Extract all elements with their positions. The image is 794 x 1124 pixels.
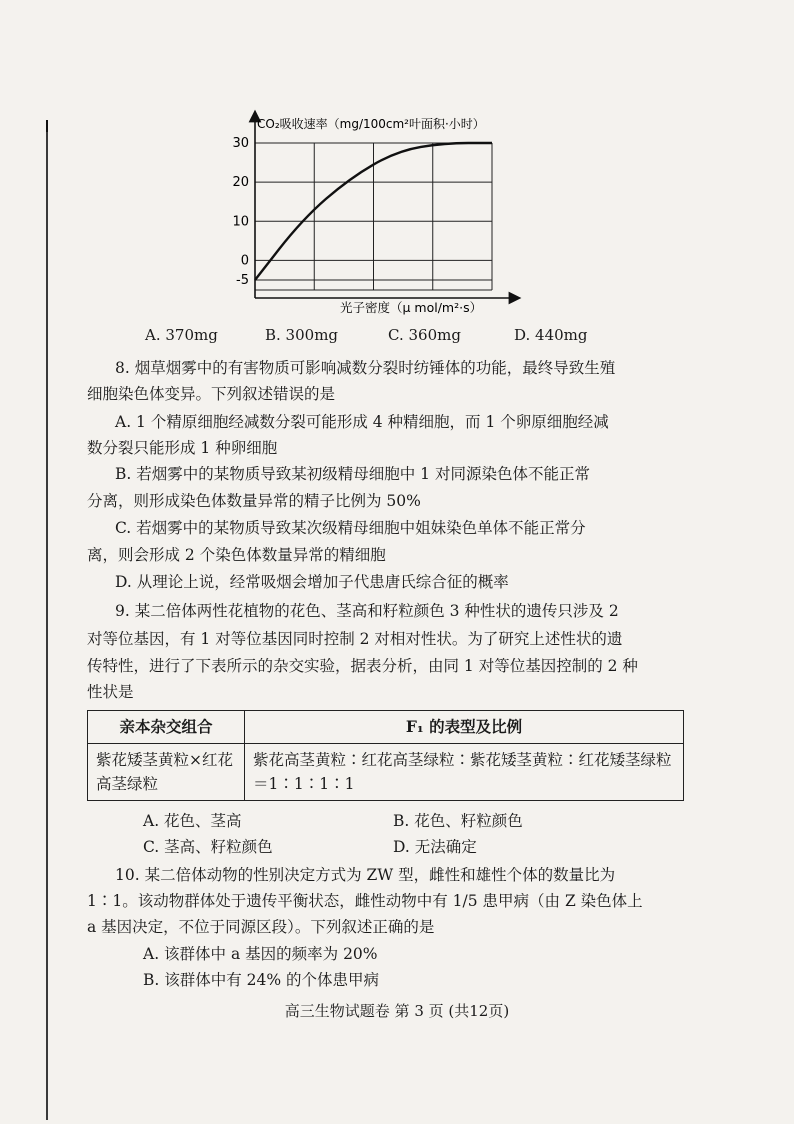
q9-option-a: A. 花色、茎高	[143, 812, 242, 830]
table-header-f1: F₁ 的表型及比例	[245, 711, 684, 744]
table-row	[88, 744, 684, 801]
page-margin-line	[46, 120, 48, 1120]
q8-option-a-2: 数分裂只能形成 1 种卵细胞	[87, 439, 278, 457]
q9-stem-3: 传特性，进行了下表所示的杂交实验，据表分析，由同 1 对等位基因控制的 2 种	[87, 657, 638, 675]
y-axis-label: CO₂吸收速率（mg/100cm²叶面积·小时）	[257, 117, 485, 131]
margin-tick	[46, 120, 48, 132]
q9-stem-2: 对等位基因，有 1 对等位基因同时控制 2 对相对性状。为了研究上述性状的遗	[87, 630, 623, 648]
q10-stem-3: a 基因决定，不位于同源区段）。下列叙述正确的是	[87, 918, 435, 936]
q7-option-d: D. 440mg	[514, 326, 588, 344]
y-tick-label: 10	[232, 214, 249, 230]
q10-option-a: A. 该群体中 a 基因的频率为 20%	[143, 945, 378, 963]
q10-stem-2: 1∶1。该动物群体处于遗传平衡状态，雌性动物中有 1/5 患甲病（由 Z 染色体上	[87, 892, 643, 910]
q7-option-b: B. 300mg	[265, 326, 339, 344]
q8-option-d: D. 从理论上说，经常吸烟会增加子代患唐氏综合征的概率	[115, 573, 509, 591]
table-cell-f1: 紫花高茎黄粒∶红花高茎绿粒∶紫花矮茎黄粒∶红花矮茎绿粒＝1∶1∶1∶1	[245, 744, 684, 801]
y-tick-label: 0	[240, 253, 249, 269]
y-tick-label: 30	[232, 136, 249, 151]
q10-option-b: B. 该群体中有 24% 的个体患甲病	[143, 971, 380, 989]
q8-option-c-2: 离，则会形成 2 个染色体数量异常的精细胞	[87, 546, 386, 564]
q8-stem-2: 细胞染色体变异。下列叙述错误的是	[87, 385, 336, 403]
q9-option-b: B. 花色、籽粒颜色	[393, 812, 523, 830]
q9-option-c: C. 茎高、籽粒颜色	[143, 838, 273, 856]
q9-option-d: D. 无法确定	[393, 838, 477, 856]
co2-chart	[230, 108, 550, 323]
q8-option-a-1: A. 1 个精原细胞经减数分裂可能形成 4 种精细胞，而 1 个卵原细胞经减	[115, 413, 609, 431]
co2-chart-svg	[230, 108, 550, 323]
table-header-row	[88, 711, 684, 744]
page-footer: 高三生物试题卷 第 3 页 (共12页)	[284, 1002, 510, 1020]
q7-option-a: A. 370mg	[145, 326, 218, 344]
q9-stem-1: 9. 某二倍体两性花植物的花色、茎高和籽粒颜色 3 种性状的遗传只涉及 2	[115, 602, 619, 620]
q8-option-b-2: 分离，则形成染色体数量异常的精子比例为 50%	[87, 492, 421, 510]
q10-stem-1: 10. 某二倍体动物的性别决定方式为 ZW 型，雌性和雄性个体的数量比为	[115, 866, 616, 884]
q9-stem-4: 性状是	[87, 683, 134, 701]
x-axis-label: 光子密度（μ mol/m²·s）	[340, 300, 483, 315]
q7-option-c: C. 360mg	[388, 326, 461, 344]
table-cell-parents: 紫花矮茎黄粒×红花高茎绿粒	[88, 744, 245, 801]
table-header-parents: 亲本杂交组合	[88, 711, 245, 744]
q8-stem-1: 8. 烟草烟雾中的有害物质可影响减数分裂时纺锤体的功能，最终导致生殖	[115, 359, 616, 377]
y-tick-label: -5	[236, 273, 249, 288]
q8-option-c-1: C. 若烟雾中的某物质导致某次级精母细胞中姐妹染色单体不能正常分	[115, 519, 586, 537]
q9-cross-table	[87, 710, 684, 801]
y-tick-label: 20	[232, 175, 249, 191]
q8-option-b-1: B. 若烟雾中的某物质导致某初级精母细胞中 1 对同源染色体不能正常	[115, 465, 590, 483]
